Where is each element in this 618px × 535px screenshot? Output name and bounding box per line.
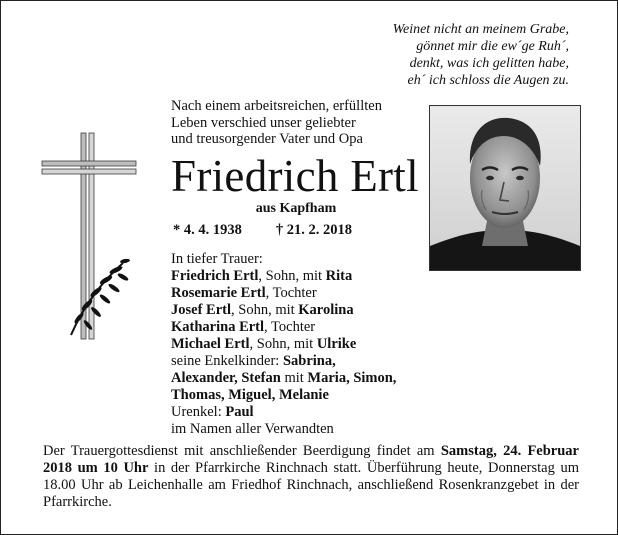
poem-line: Weinet nicht an meinem Grabe,	[392, 22, 569, 37]
birth-date: * 4. 4. 1938	[173, 222, 242, 238]
cross-icon	[39, 131, 139, 341]
origin: aus Kapfham	[255, 201, 337, 216]
mourner-line: Friedrich Ertl, Sohn, mit Rita	[171, 268, 353, 284]
intro-line: Leben verschied unser geliebter	[171, 114, 356, 131]
poem-line: gönnet mir die ew´ge Ruh´,	[416, 39, 569, 54]
mourner-line: Katharina Ertl, Tochter	[171, 319, 316, 335]
death-date: † 21. 2. 2018	[275, 222, 352, 238]
intro-line: und treusorgender Vater und Opa	[171, 131, 363, 147]
mourner-line: Urenkel: Paul	[171, 404, 254, 420]
mourner-line: Thomas, Miguel, Melanie	[171, 387, 329, 403]
mourners-list	[171, 251, 396, 438]
mourner-line: seine Enkelkinder: Sabrina,	[171, 353, 336, 369]
intro-line: Nach einem arbeitsreichen, erfüllten	[171, 98, 382, 114]
poem-line: denkt, was ich gelitten habe,	[409, 56, 569, 71]
mourner-line: Michael Ertl, Sohn, mit Ulrike	[171, 336, 357, 352]
service-info: Der Trauergottesdienst mit anschließender Beerdigung findet am Samstag, 24. Februar 2018 um 10 Uhr in der Pfarrkirche Rinchnach statt. Überführung heute, Donnerstag um 18.00 Uhr ab Leichenhalle am Friedhof Rinchnach, anschließend Rosenkranzgebet in der Pfarrkirche.	[43, 443, 579, 510]
mourners-closing: im Namen aller Verwandten	[171, 421, 334, 437]
mourner-line: Rosemarie Ertl, Tochter	[171, 285, 317, 301]
mourner-line: Alexander, Stefan mit Maria, Simon,	[171, 370, 397, 386]
mourner-line: Josef Ertl, Sohn, mit Karolina	[171, 302, 354, 318]
portrait-photo	[429, 105, 581, 271]
mourners-heading: In tiefer Trauer:	[171, 251, 263, 267]
life-dates	[173, 221, 352, 239]
poem	[269, 21, 569, 89]
deceased-name: Friedrich Ertl	[171, 151, 419, 201]
poem-line: eh´ ich schloss die Augen zu.	[407, 73, 569, 88]
intro-text	[171, 98, 382, 148]
